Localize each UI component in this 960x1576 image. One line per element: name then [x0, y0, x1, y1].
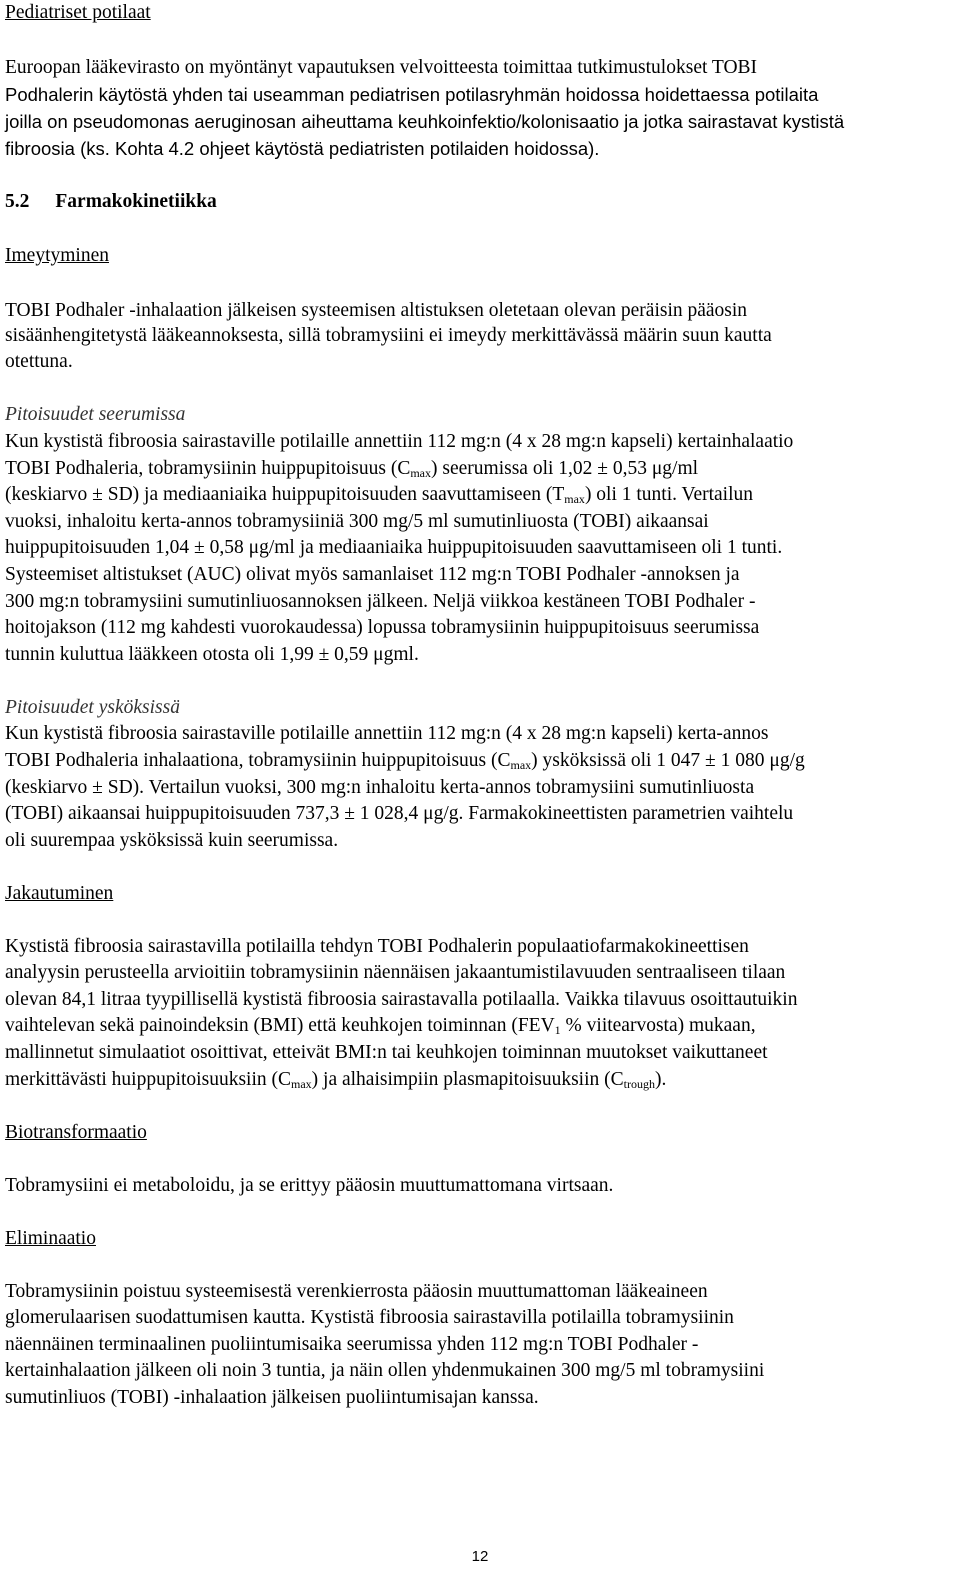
serum-line: 300 mg:n tobramysiini sumutinliuosannoksen jälkeen. Neljä viikkoa kestäneen TOBI Podhaler - [5, 591, 756, 612]
elimination-line: kertainhalaation jälkeen oli noin 3 tuntia, ja näin ollen yhdenmukainen 300 mg/5 ml tobramysiini [5, 1360, 765, 1381]
sputum-line: (keskiarvo ± SD). Vertailun vuoksi, 300 mg:n inhaloitu kerta-annos tobramysiini sumutinliuosta [5, 777, 755, 798]
serum-line: hoitojakson (112 mg kahdesti vuorokaudessa) lopussa tobramysiinin huippupitoisuus seerumissa [5, 617, 760, 638]
distribution-line: mallinnetut simulaatiot osoittivat, etteivät BMI:n tai keuhkojen toiminnan muutokset vaikuttaneet [5, 1042, 768, 1063]
sputum-heading: Pitoisuudet ysköksissä [5, 697, 180, 718]
serum-line: TOBI Podhaleria, tobramysiinin huippupitoisuus $(C_{max})$ seerumissa oli 1,02 ± 0,53 μg/ml [5, 458, 699, 480]
elimination-line: näennäinen terminaalinen puoliintumisaika seerumissa yhden 112 mg:n TOBI Podhaler - [5, 1334, 699, 1355]
pediatric-heading: Pediatriset potilaat [5, 2, 151, 23]
distribution-heading: Jakautuminen [5, 883, 114, 904]
elimination-line: glomerulaarisen suodattumisen kautta. Kystistä fibroosia sairastavilla potilailla tobramysiinin [5, 1307, 734, 1328]
pediatric-line: Euroopan lääkevirasto on myöntänyt vapautuksen velvoitteesta toimittaa tutkimustulokset TOBI [5, 57, 758, 78]
biotransformation-line: Tobramysiini ei metaboloidu, ja se erittyy pääosin muuttumattomana virtsaan. [5, 1175, 614, 1196]
serum-line: huippupitoisuuden 1,04 ± 0,58 μg/ml ja mediaaniaika huippupitoisuuden saavuttamiseen oli 1 tunti. [5, 537, 783, 558]
pediatric-line: joilla on pseudomonas aeruginosan aiheuttama keuhkoinfektio/kolonisaatio ja jotka sairastavat kystistä [5, 111, 845, 132]
distribution-line: analyysin perusteella arvioitiin tobramysiinin näennäisen jakaantumistilavuuden sentraaliseen tilaan [5, 962, 786, 983]
serum-heading: Pitoisuudet seerumissa [5, 404, 186, 425]
absorption-line: otettuna. [5, 351, 73, 372]
absorption-line: sisäänhengitetystä lääkeannoksesta, sillä tobramysiini ei imeydy merkittävässä määrin suun kautta [5, 325, 772, 346]
page-number: 12 [471, 1548, 489, 1565]
serum-line: Systeemiset altistukset (AUC) olivat myös samanlaiset 112 mg:n TOBI Podhaler -annoksen ja [5, 564, 740, 585]
biotransformation-heading: Biotransformaatio [5, 1122, 147, 1143]
section-title: Farmakokinetiikka [55, 191, 217, 212]
section-heading [5, 189, 217, 215]
sputum-line: TOBI Podhaleria inhalaationa, tobramysiinin huippupitoisuus $(C_{max})$ ysköksissä oli 1 047 ± 1 080 μg/g [5, 750, 805, 772]
serum-line: (keskiarvo ± SD) ja mediaaniaika huippupitoisuuden saavuttamiseen $(T_{max})$ oli 1 tunti. Vertailun [5, 484, 754, 506]
pediatric-line: fibroosia (ks. Kohta 4.2 ohjeet käytöstä pediatristen potilaiden hoidossa). [5, 138, 600, 159]
sputum-line: Kun kystistä fibroosia sairastaville potilaille annettiin 112 mg:n (4 x 28 mg:n kapseli) kerta-annos [5, 723, 769, 744]
absorption-heading: Imeytyminen [5, 245, 109, 266]
sputum-line: (TOBI) aikaansai huippupitoisuuden 737,3 ± 1 028,4 μg/g. Farmakokineettisten parametrien vaihtelu [5, 803, 794, 824]
elimination-line: Tobramysiinin poistuu systeemisestä verenkierrosta pääosin muuttumattoman lääkeaineen [5, 1281, 708, 1302]
distribution-line: Kystistä fibroosia sairastavilla potilailla tehdyn TOBI Podhalerin populaatiofarmakokineettisen [5, 936, 749, 957]
distribution-line: vaihtelevan sekä painoindeksin (BMI) että keuhkojen toiminnan ($FEV_1$ % viitearvosta) mukaan, [5, 1015, 756, 1037]
distribution-line: merkittävästi huippupitoisuuksiin $(C_{max})$ ja alhaisimpiin plasmapitoisuuksiin $(C_{trough})$. [5, 1069, 667, 1091]
absorption-line: TOBI Podhaler -inhalaation jälkeisen systeemisen altistuksen oletetaan olevan peräisin pääosin [5, 300, 748, 321]
serum-line: Kun kystistä fibroosia sairastaville potilaille annettiin 112 mg:n (4 x 28 mg:n kapseli) kertainhalaatio [5, 431, 794, 452]
serum-line: tunnin kuluttua lääkkeen otosta oli 1,99 ± 0,59 μgml. [5, 644, 419, 665]
distribution-line: olevan 84,1 litraa tyypillisellä kystistä fibroosia sairastavalla potilaalla. Vaikka tilavuus osoittautuikin [5, 989, 798, 1010]
elimination-line: sumutinliuos (TOBI) -inhalaation jälkeisen puoliintumisajan kanssa. [5, 1387, 539, 1408]
serum-line: vuoksi, inhaloitu kerta-annos tobramysiiniä 300 mg/5 ml sumutinliuosta (TOBI) aikaansai [5, 511, 709, 532]
pediatric-line: Podhalerin käytöstä yhden tai useamman pediatrisen potilasryhmän hoidossa hoidettaessa potilaita [5, 84, 819, 105]
section-number: 5.2 [5, 191, 30, 212]
sputum-line: oli suurempaa ysköksissä kuin seerumissa. [5, 830, 339, 851]
elimination-heading: Eliminaatio [5, 1228, 96, 1249]
